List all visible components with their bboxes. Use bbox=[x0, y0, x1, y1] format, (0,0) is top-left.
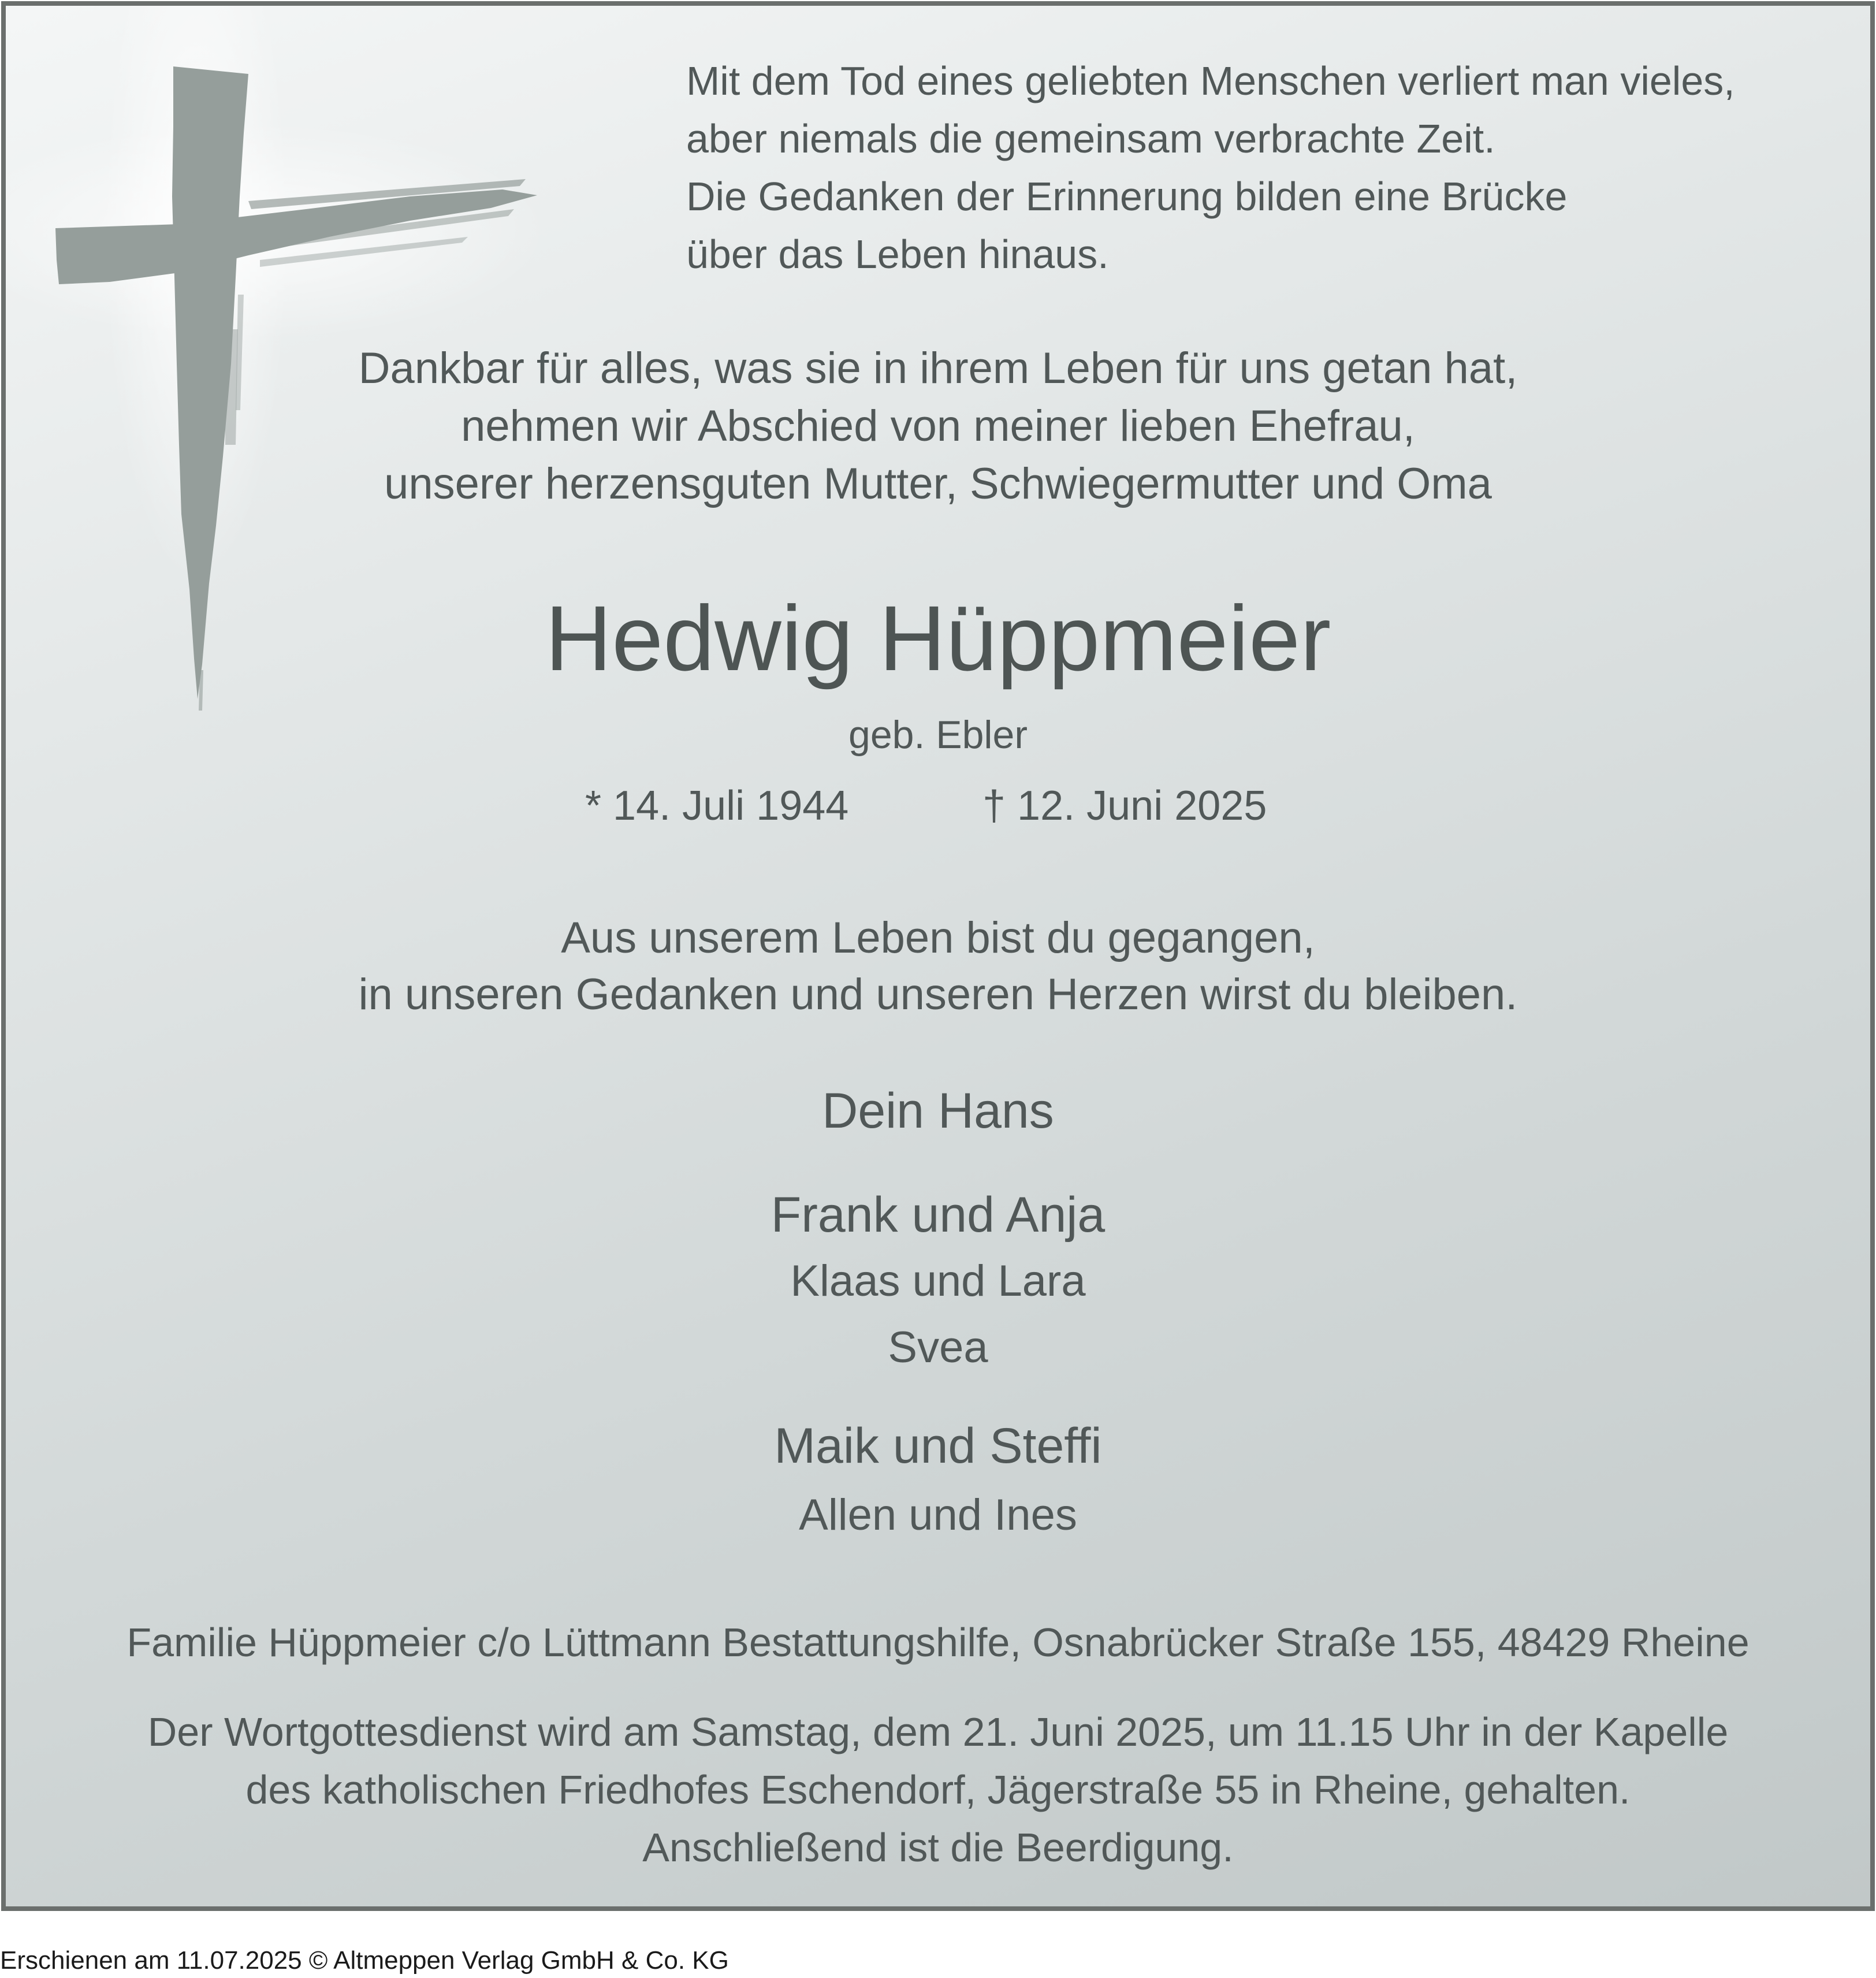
publication-footer: Erschienen am 11.07.2025 © Altmeppen Verlag GmbH & Co. KG bbox=[0, 1946, 729, 1975]
birth-date: * 14. Juli 1944 bbox=[585, 783, 849, 829]
quote-line-4: über das Leben hinaus. bbox=[686, 232, 1109, 277]
verse-line-1: Aus unserem Leben bist du gegangen, bbox=[561, 913, 1315, 962]
mourner-family-1: Frank und Anja bbox=[770, 1187, 1106, 1243]
intro-line-2: nehmen wir Abschied von meiner lieben Ehefrau, bbox=[461, 401, 1415, 451]
mourner-family-1-grandchild: Svea bbox=[888, 1323, 988, 1372]
quote-line-1: Mit dem Tod eines geliebten Menschen verliert man vieles, bbox=[686, 58, 1735, 103]
mourner-family-2: Maik und Steffi bbox=[774, 1418, 1102, 1474]
service-line-2: des katholischen Friedhofes Eschendorf, Jägerstraße 55 in Rheine, gehalten. bbox=[245, 1767, 1631, 1812]
family-address: Familie Hüppmeier c/o Lüttmann Bestattungshilfe, Osnabrücker Straße 155, 48429 Rheine bbox=[126, 1620, 1750, 1665]
maiden-name: geb. Ebler bbox=[848, 713, 1028, 757]
obituary-notice bbox=[1, 1, 1875, 1911]
service-line-1: Der Wortgottesdienst wird am Samstag, dem 21. Juni 2025, um 11.15 Uhr in der Kapelle bbox=[147, 1709, 1729, 1754]
service-line-3: Anschließend ist die Beerdigung. bbox=[642, 1825, 1234, 1870]
quote-line-3: Die Gedanken der Erinnerung bilden eine Brücke bbox=[686, 174, 1568, 219]
mourner-family-1-children: Klaas und Lara bbox=[790, 1256, 1086, 1306]
intro-line-1: Dankbar für alles, was sie in ihrem Leben für uns getan hat, bbox=[358, 344, 1518, 393]
mourner-family-2-children: Allen und Ines bbox=[799, 1490, 1077, 1540]
deceased-name: Hedwig Hüppmeier bbox=[545, 586, 1331, 690]
verse-line-2: in unseren Gedanken und unseren Herzen wirst du bleiben. bbox=[358, 970, 1518, 1019]
mourner-spouse: Dein Hans bbox=[822, 1083, 1054, 1139]
quote-line-2: aber niemals die gemeinsam verbrachte Zeit. bbox=[686, 116, 1495, 161]
intro-line-3: unserer herzensguten Mutter, Schwiegermutter und Oma bbox=[384, 459, 1492, 508]
death-date: † 12. Juni 2025 bbox=[982, 783, 1267, 829]
